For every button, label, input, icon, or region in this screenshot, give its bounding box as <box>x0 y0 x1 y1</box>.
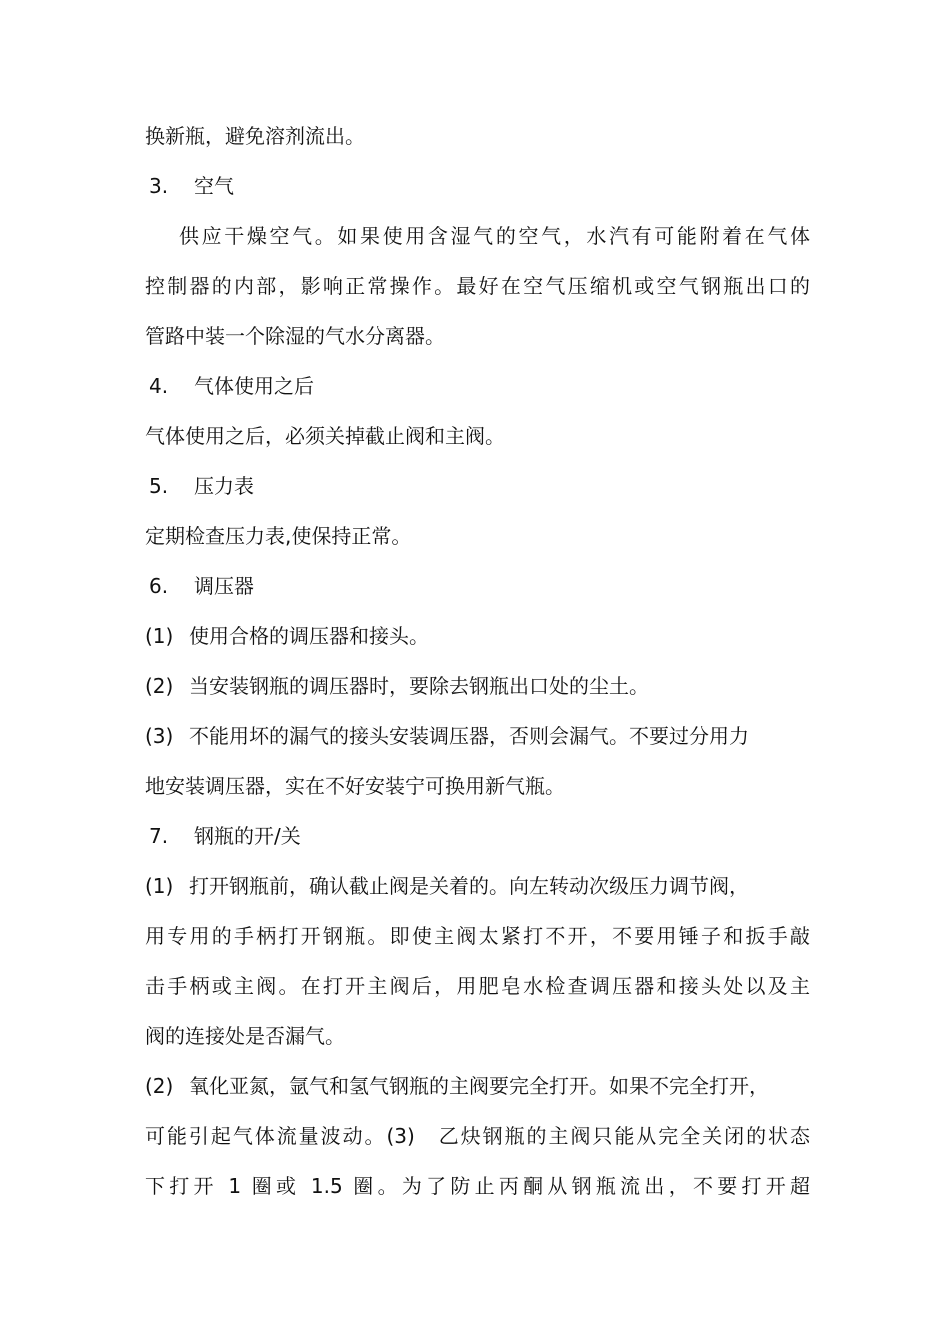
section-title: 钢瓶的开/关 <box>194 824 301 848</box>
section-title: 调压器 <box>194 574 254 598</box>
list-item <box>145 722 810 750</box>
section-number: 4. <box>149 374 169 398</box>
paragraph-line: 用专用的手柄打开钢瓶。即使主阀太紧打不开，不要用锤子和扳手敲 <box>145 924 810 948</box>
paragraph-line: 定期检查压力表,使保持正常。 <box>145 524 412 548</box>
section-number: 6. <box>149 574 169 598</box>
text-line: 换新瓶，避免溶剂流出。 <box>145 124 365 148</box>
section-title: 压力表 <box>194 474 254 498</box>
section-number: 7. <box>149 824 169 848</box>
item-number: (2) <box>145 1074 174 1098</box>
paragraph-line: 击手柄或主阀。在打开主阀后，用肥皂水检查调压器和接头处以及主 <box>145 974 810 998</box>
section-title: 空气 <box>194 174 234 198</box>
paragraph-line: 供应干燥空气。如果使用含湿气的空气，水汽有可能附着在气体 <box>179 224 810 248</box>
section-number: 5. <box>149 474 169 498</box>
list-item <box>145 872 810 900</box>
item-text: 当安装钢瓶的调压器时，要除去钢瓶出口处的尘土。 <box>189 674 649 698</box>
paragraph-line: 下打开 1 圈或 1.5 圈。为了防止丙酮从钢瓶流出，不要打开超 <box>145 1174 810 1198</box>
item-text: 打开钢瓶前，确认截止阀是关着的。向左转动次级压力调节阀， <box>189 874 749 898</box>
item-text: 不能用坏的漏气的接头安装调压器，否则会漏气。不要过分用力 <box>189 724 749 748</box>
paragraph-line: 气体使用之后，必须关掉截止阀和主阀。 <box>145 424 505 448</box>
section-heading-6 <box>145 572 810 600</box>
item-text: 使用合格的调压器和接头。 <box>189 624 429 648</box>
section-title: 气体使用之后 <box>194 374 314 398</box>
section-heading-5 <box>145 472 810 500</box>
list-item <box>145 672 810 700</box>
section-heading-3 <box>145 172 810 200</box>
item-number: (1) <box>145 624 174 648</box>
section-number: 3. <box>149 174 169 198</box>
section-heading-7 <box>145 822 810 850</box>
list-item <box>145 622 810 650</box>
paragraph-line: 地安装调压器，实在不好安装宁可换用新气瓶。 <box>145 774 565 798</box>
paragraph-line: 可能引起气体流量波动。(3) 乙炔钢瓶的主阀只能从完全关闭的状态 <box>145 1124 810 1148</box>
paragraph-line: 管路中装一个除湿的气水分离器。 <box>145 324 445 348</box>
item-text: 氧化亚氮，氩气和氢气钢瓶的主阀要完全打开。如果不完全打开， <box>189 1074 769 1098</box>
item-number: (2) <box>145 674 174 698</box>
paragraph-line: 阀的连接处是否漏气。 <box>145 1024 345 1048</box>
item-number: (1) <box>145 874 174 898</box>
paragraph-line: 控制器的内部，影响正常操作。最好在空气压缩机或空气钢瓶出口的 <box>145 274 810 298</box>
item-number: (3) <box>145 724 174 748</box>
list-item <box>145 1072 810 1100</box>
section-heading-4 <box>145 372 810 400</box>
